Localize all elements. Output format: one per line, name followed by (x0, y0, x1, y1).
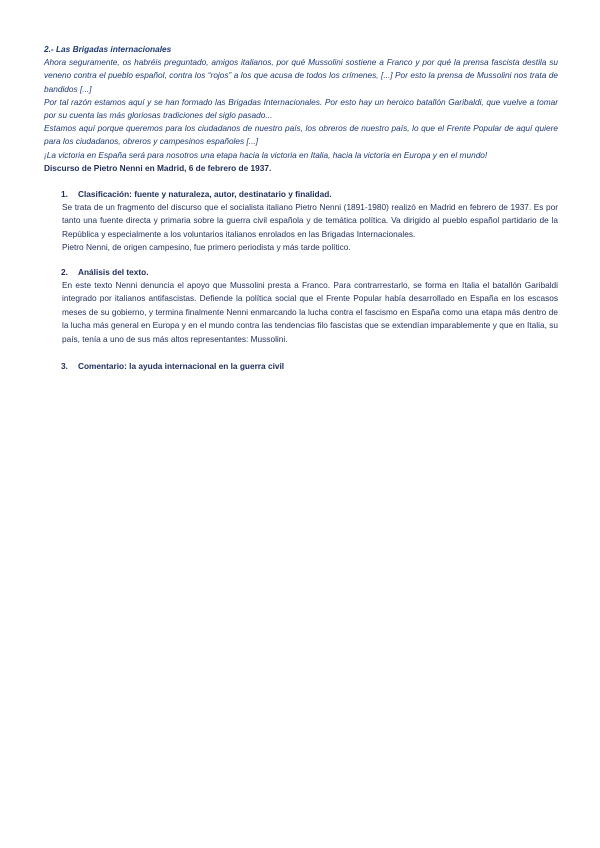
section-number: 3. (61, 361, 68, 372)
quote-paragraph: Estamos aquí porque queremos para los ciudadanos de nuestro país, los obreros de nuestro país, lo que el Frente Popular de aquí quiere para los ciudadanos, obreros y campesinos españoles [...] (44, 123, 558, 147)
section-classification (44, 188, 558, 255)
section-heading (61, 266, 558, 279)
document-page (44, 43, 558, 373)
section-title: Clasificación: fuente y naturaleza, autor, destinatario y finalidad. (78, 188, 332, 199)
section-number: 2. (61, 266, 68, 277)
section-number: 1. (61, 188, 68, 199)
section-body (61, 279, 558, 347)
quote-title: 2.- Las Brigadas internacionales (44, 44, 172, 54)
section-title: Comentario: la ayuda internacional en la guerra civil (78, 361, 285, 372)
section-paragraph: En este texto Nenni denuncia el apoyo que Mussolini presta a Franco. Para contrarrestarlo, se forma en Italia el batallón Garibaldi integrado por italianos antifascistas. Defiende la política social que el Frente Popular había desarrollado en España en los escasos meses de su gobierno, y termina finalmente Nenni enmarcando la lucha contra el fascismo en España como una etapa más dentro de la lucha más general en Europa y en el mundo contra las tendencias filo fascistas que se extendían imparablemente y que en Italia, su país, tenía a uno de sus más altos representantes: Mussolini. (62, 279, 558, 344)
section-heading (61, 360, 558, 373)
section-title: Análisis del texto. (78, 266, 149, 277)
section-analysis (44, 266, 558, 347)
source-quote (44, 43, 558, 162)
quote-paragraph: Ahora seguramente, os habréis preguntado, amigos italianos, por qué Mussolini sostiene a Franco y por qué la prensa fascista destila su veneno contra el pueblo español, contra los “rojos” a los que acusa de todos los crímenes, [...] Por esto la prensa de Mussolini nos trata de bandidos [...] (44, 57, 558, 94)
quote-paragraph: ¡La victoria en España será para nosotros una etapa hacia la victoria en Italia, hacia la victoria en Europa y en el mundo! (44, 149, 488, 160)
quote-source: Discurso de Pietro Nenni en Madrid, 6 de febrero de 1937. (44, 162, 272, 173)
section-paragraph: Pietro Nenni, de origen campesino, fue primero periodista y más tarde político. (62, 242, 351, 253)
section-commentary (44, 360, 558, 373)
section-heading (61, 188, 558, 201)
section-body (61, 201, 558, 255)
quote-paragraph: Por tal razón estamos aquí y se han formado las Brigadas Internacionales. Por esto hay un heroico batallón Garibaldi, que vuelve a tomar por su cuenta las más gloriosas tradiciones del siglo pasado... (44, 96, 558, 121)
section-paragraph: Se trata de un fragmento del discurso que el socialista italiano Pietro Nenni (1891-1980) realizó en Madrid en febrero de 1937. Es por tanto una fuente directa y primaria sobre la guerra civil española y de temática política. Va dirigido al pueblo español partidario de la República y especialmente a los voluntarios italianos enrolados en las Brigadas Internacionales. (62, 201, 558, 239)
